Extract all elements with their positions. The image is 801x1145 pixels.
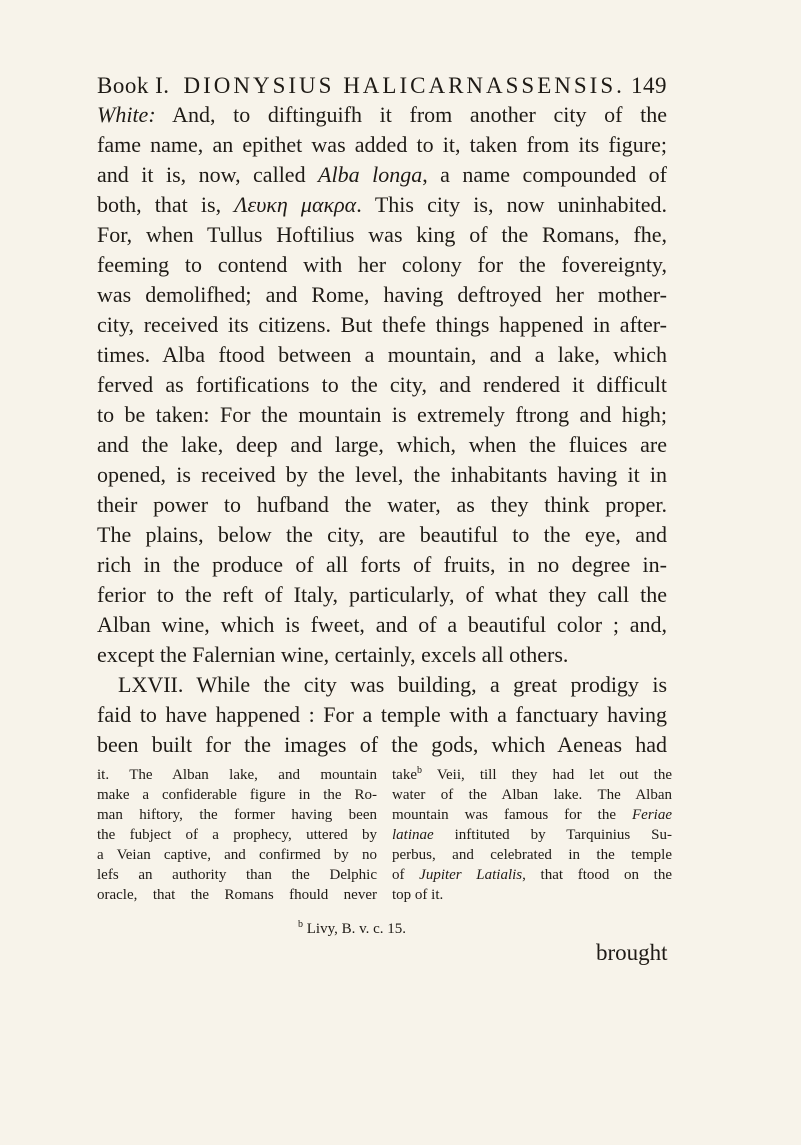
body-line-1: White: And, to diftinguifh it from another city of the bbox=[97, 102, 667, 127]
body-line-11: to be taken: For the mountain is extremely ftrong and high; bbox=[97, 402, 667, 427]
footnote-left-line-3: man hiftory, the former having been bbox=[97, 807, 377, 823]
body-line-22: been built for the images of the gods, which Aeneas had bbox=[97, 732, 667, 757]
body-line-15: The plains, below the city, are beautiful to the eye, and bbox=[97, 522, 667, 547]
catchword: brought bbox=[596, 940, 668, 965]
footnote-left-line-7: oracle, that the Romans fhould never bbox=[97, 887, 377, 903]
page-number: 149 bbox=[631, 73, 667, 98]
footnote-right-line-1: take$^b$ Veii, till they had let out the bbox=[392, 765, 672, 783]
book-label: Book I. bbox=[97, 73, 170, 98]
body-line-4: both, that is, Λευκη μακρα. This city is, now uninhabited. bbox=[97, 192, 668, 217]
italic-alba-longa: Alba longa bbox=[318, 162, 423, 187]
body-line-2: fame name, an epithet was added to it, taken from its figure; bbox=[97, 132, 667, 157]
body-line-16: rich in the produce of all forts of fruits, in no degree in- bbox=[97, 552, 667, 577]
body-line-10: ferved as fortifications to the city, and rendered it difficult bbox=[97, 372, 667, 397]
footnotes bbox=[97, 765, 672, 905]
footnote-left-line-5: a Veian captive, and confirmed by no bbox=[97, 847, 377, 863]
footnote-left-column bbox=[97, 765, 377, 905]
footnote-right-line-4: latinae inftituted by Tarquinius Su- bbox=[392, 827, 672, 843]
italic-white: White: bbox=[97, 102, 156, 127]
body-line-19: except the Falernian wine, certainly, excels all others. bbox=[97, 642, 569, 667]
footnote-right-line-7: top of it. bbox=[392, 887, 444, 903]
body-line-20: LXVII. While the city was building, a great prodigy is bbox=[118, 672, 667, 697]
running-title: DIONYSIUS HALICARNASSENSIS. bbox=[183, 73, 625, 98]
footnote-right-line-2: water of the Alban lake. The Alban bbox=[392, 787, 672, 803]
footnote-b-marker: b bbox=[298, 919, 303, 930]
body-line-5: For, when Tullus Hoftilius was king of the Romans, fhe, bbox=[97, 222, 667, 247]
body-line-13: opened, is received by the level, the inhabitants having it in bbox=[97, 462, 667, 487]
body-line-21: faid to have happened : For a temple with a fanctuary having bbox=[97, 702, 667, 727]
footnote-left-line-6: lefs an authority than the Delphic bbox=[97, 867, 377, 883]
body-line-7: was demolifhed; and Rome, having deftroyed her mother- bbox=[97, 282, 667, 307]
footnote-right-line-5: perbus, and celebrated in the temple bbox=[392, 847, 672, 863]
footnote-right-line-3: mountain was famous for the Feriae bbox=[392, 807, 672, 823]
body-line-14: their power to hufband the water, as they think proper. bbox=[97, 492, 667, 517]
body-line-8: city, received its citizens. But thefe things happened in after- bbox=[97, 312, 667, 337]
footnote-left-line-4: the fubject of a prophecy, uttered by bbox=[97, 827, 377, 843]
footnote-b-reference: $^b$ Livy, B. v. c. 15. bbox=[298, 919, 407, 937]
footnote-marker: b bbox=[416, 765, 422, 776]
footnote-right-line-6: of Jupiter Latialis, that ftood on the bbox=[392, 867, 673, 883]
body-line-6: feeming to contend with her colony for the fovereignty, bbox=[97, 252, 667, 277]
body-line-9: times. Alba ftood between a mountain, and a lake, which bbox=[97, 342, 667, 367]
body-line-17: ferior to the reft of Italy, particularly, of what they call the bbox=[97, 582, 667, 607]
running-head bbox=[97, 73, 667, 99]
footnote-left-line-1: it. The Alban lake, and mountain bbox=[97, 767, 377, 783]
greek-phrase: Λευκη μακρα bbox=[234, 192, 357, 217]
body-line-12: and the lake, deep and large, which, when the fluices are bbox=[97, 432, 667, 457]
body-line-3: and it is, now, called Alba longa, a name compounded of bbox=[97, 162, 668, 187]
body-line-18: Alban wine, which is fweet, and of a beautiful color ; and, bbox=[97, 612, 667, 637]
footnote-right-column bbox=[392, 765, 672, 905]
footnote-left-line-2: make a confiderable figure in the Ro- bbox=[97, 787, 377, 803]
